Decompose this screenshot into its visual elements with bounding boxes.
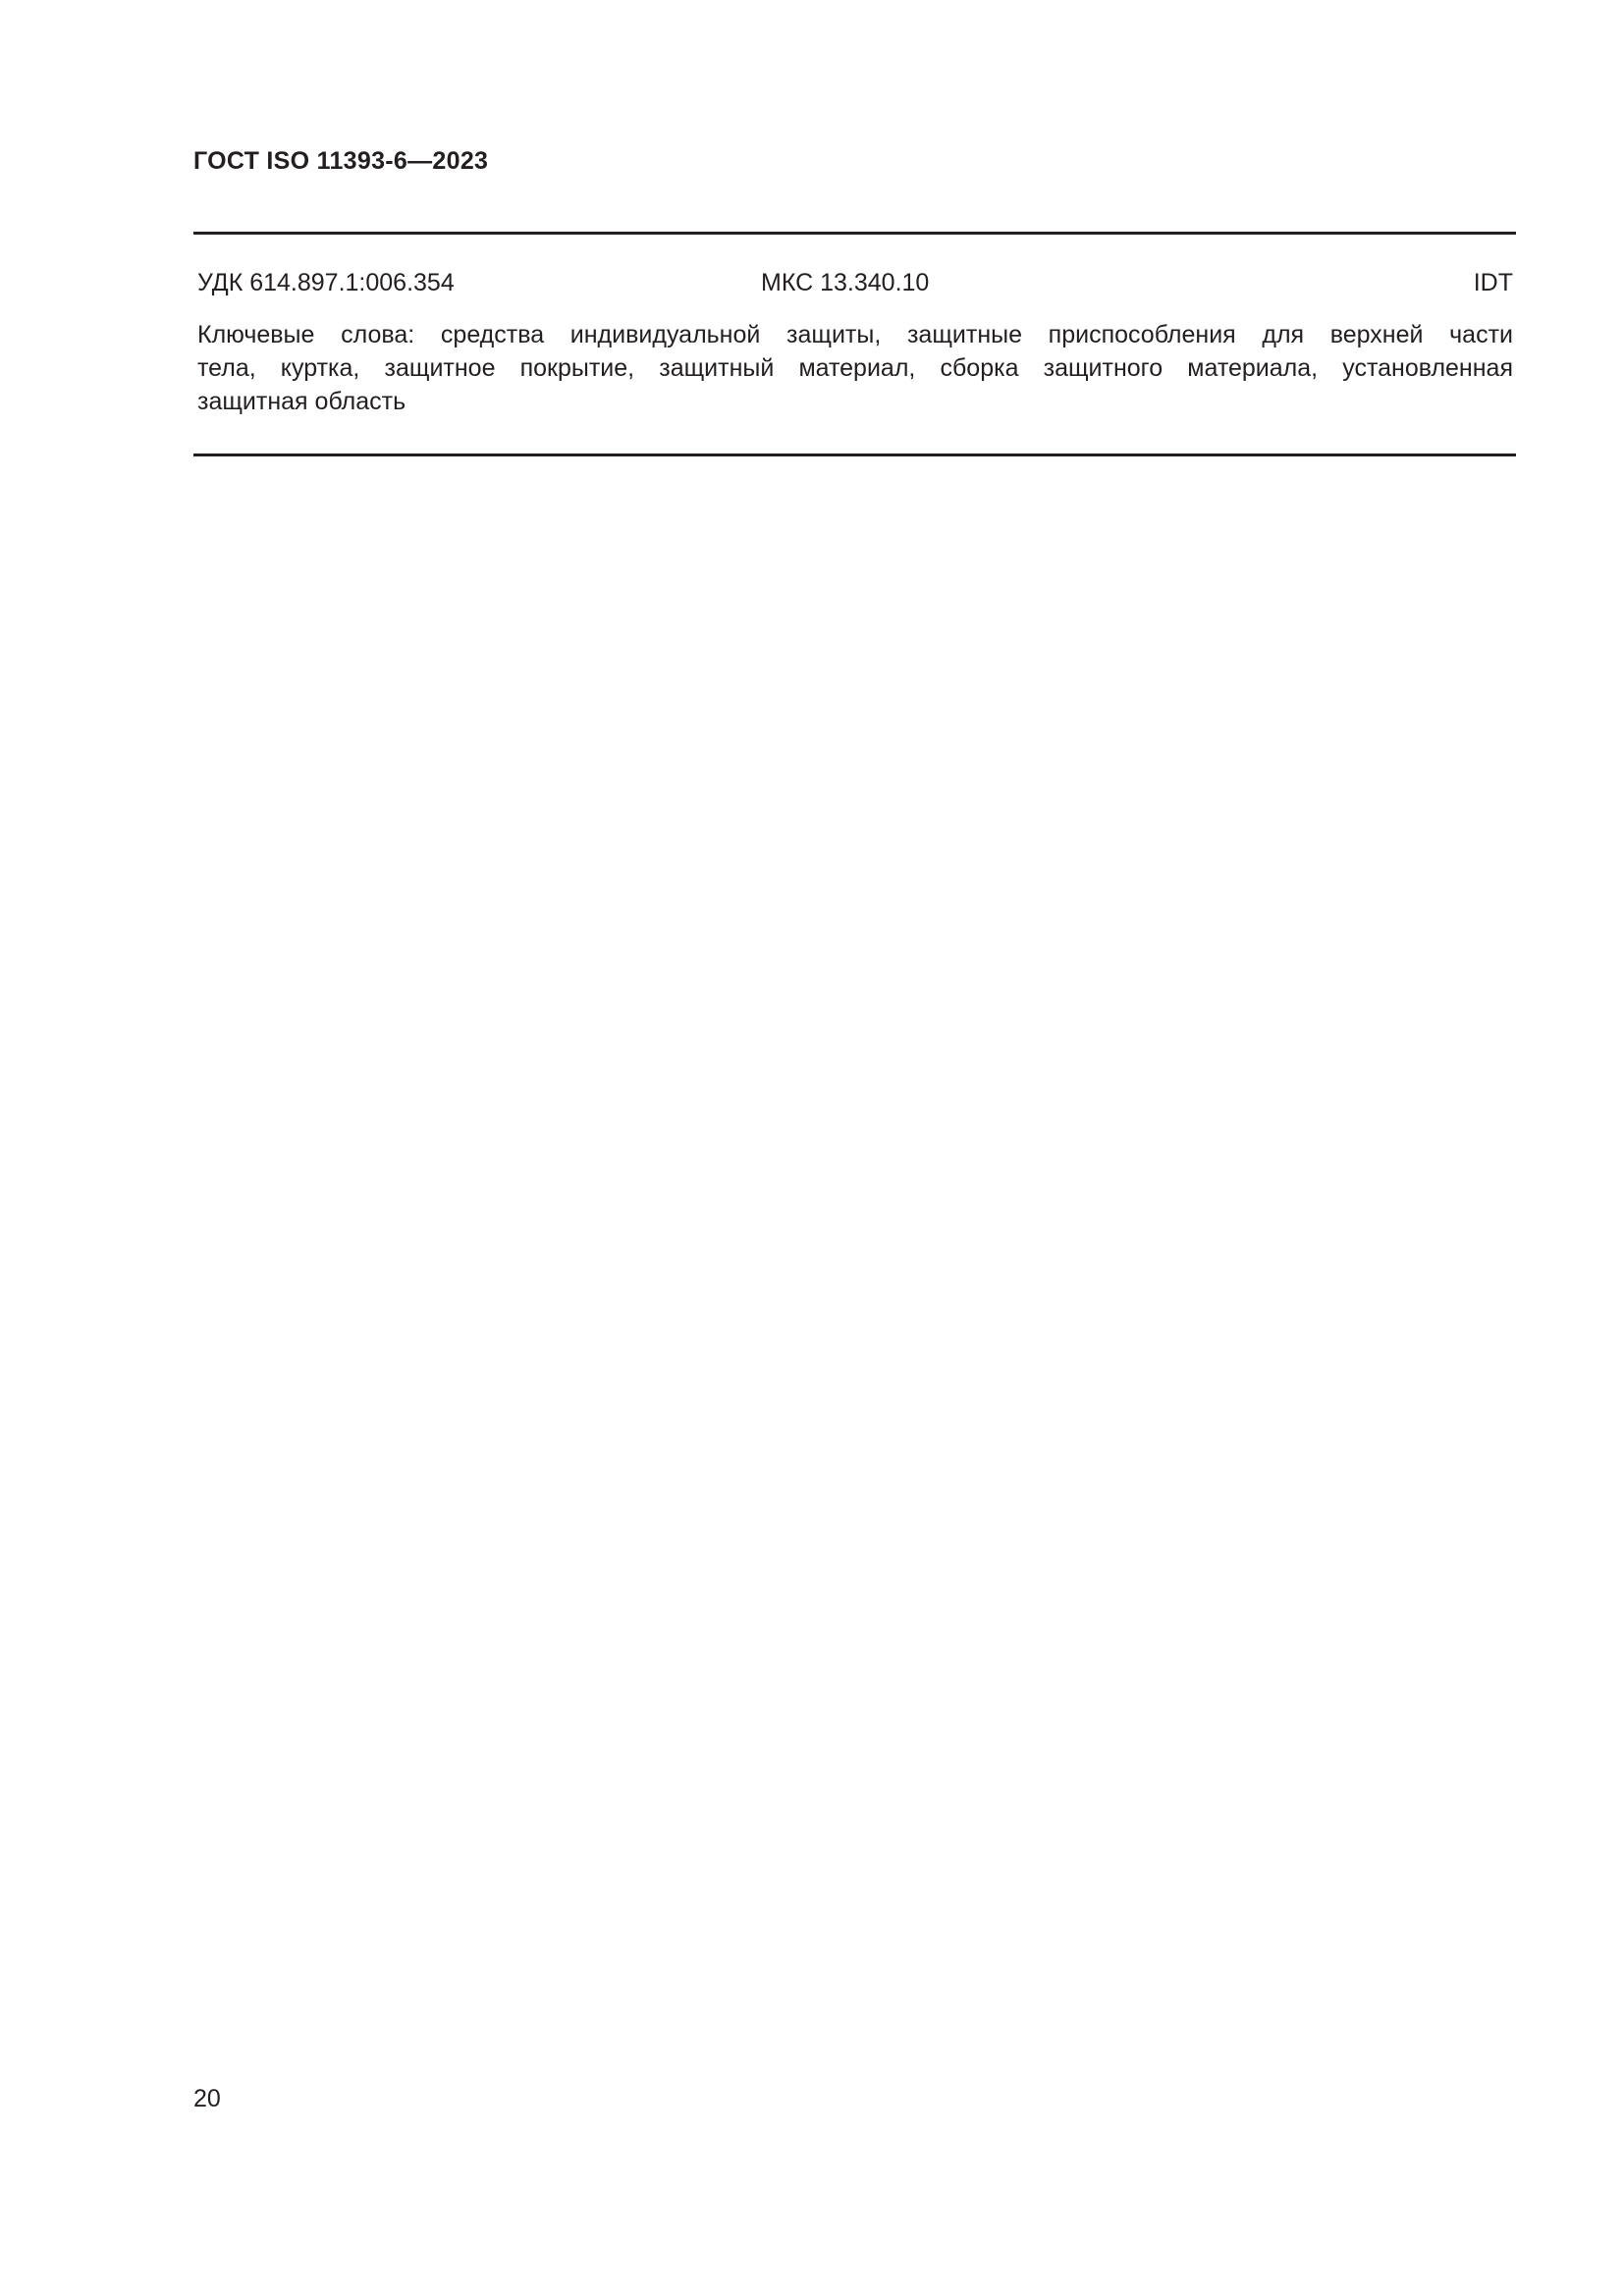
equivalence-code: IDT [1473,269,1513,296]
keywords-line: Ключевые слова: средства индивидуальной защиты, защитные приспособления для верхней части [197,321,1513,348]
standard-header: ГОСТ ISO 11393-6—2023 [193,147,489,175]
page-number: 20 [193,2085,221,2112]
classification-row [197,269,1513,300]
keywords-paragraph [197,318,1513,418]
mks-code: МКС 13.340.10 [761,269,930,296]
keywords-line: тела, куртка, защитное покрытие, защитный материал, сборка защитного материала, установленная [197,354,1513,382]
udk-code: УДК 614.897.1:006.354 [197,269,455,296]
bottom-divider [193,454,1516,456]
keywords-line: защитная область [197,388,406,415]
top-divider [193,232,1516,235]
